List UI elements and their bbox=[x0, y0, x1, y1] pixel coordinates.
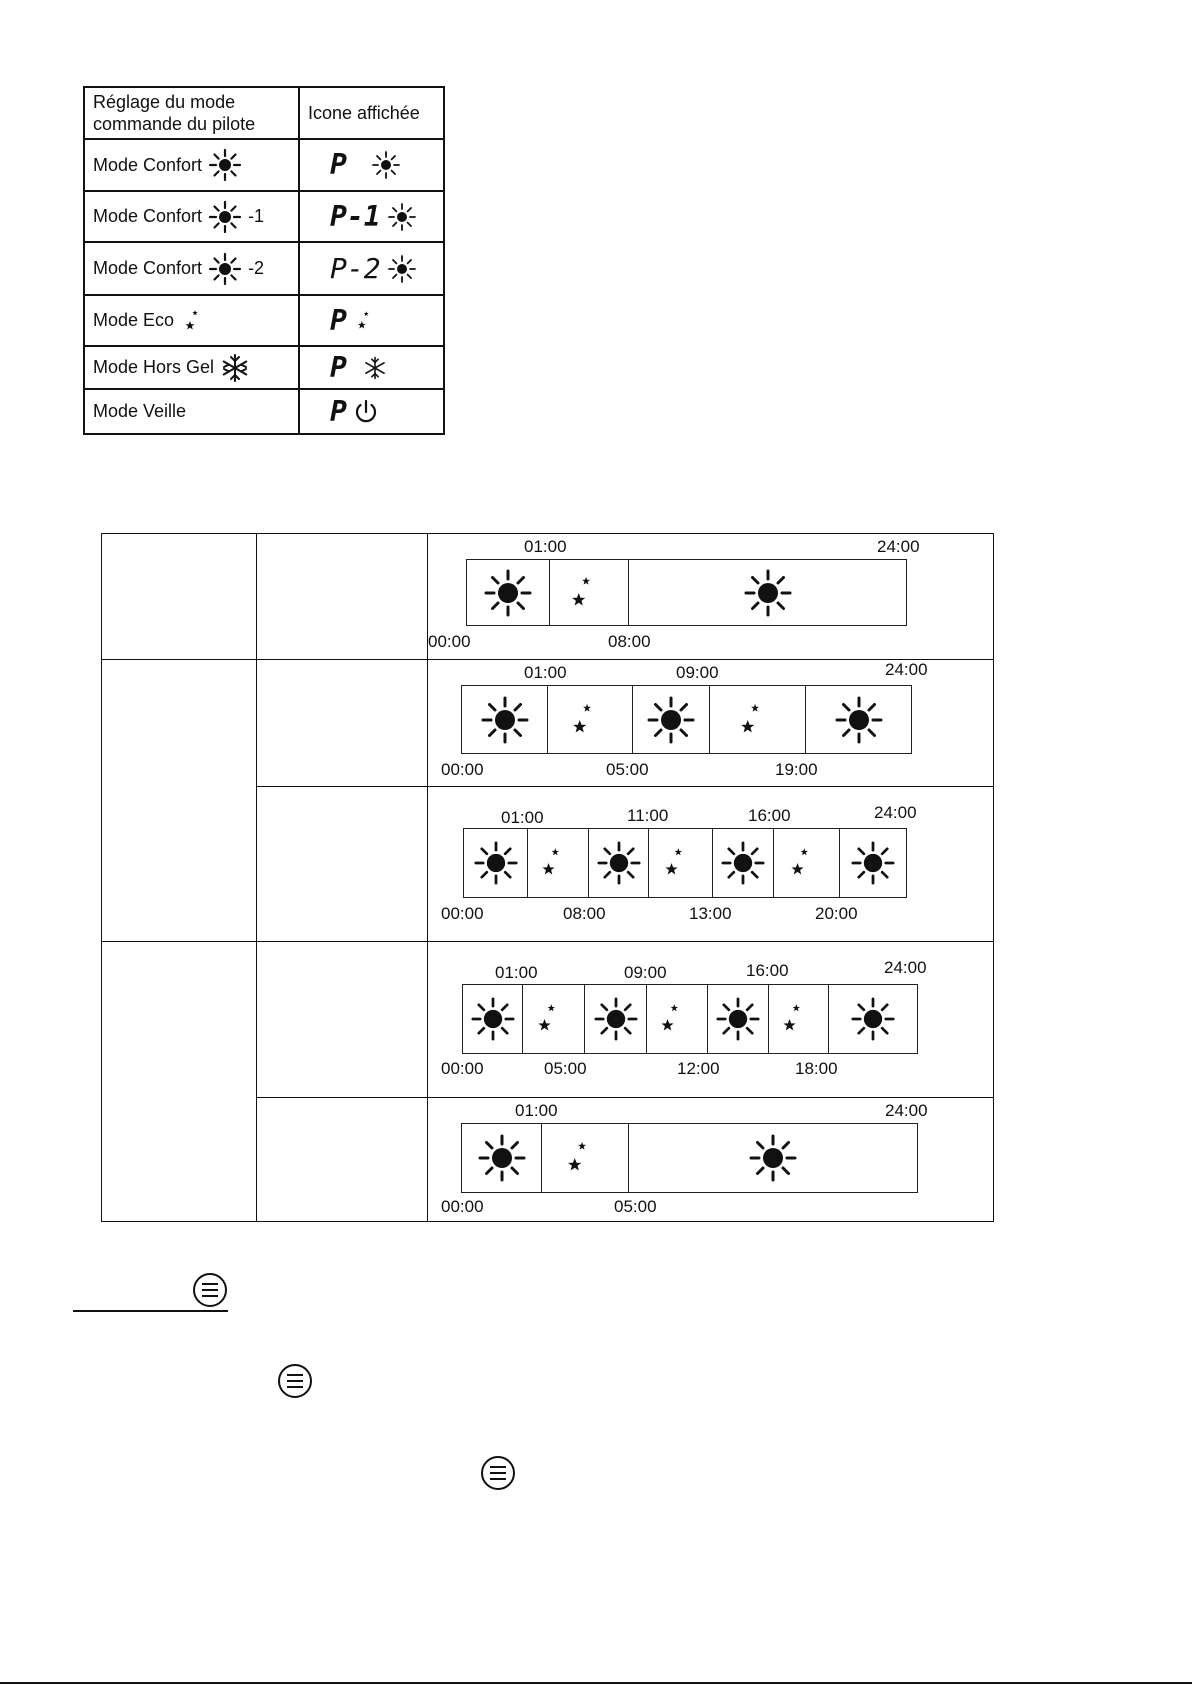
header-col-icon: Icone affichée bbox=[299, 87, 444, 139]
time-label-top: 11:00 bbox=[627, 806, 669, 825]
time-label-top: 24:00 bbox=[877, 537, 920, 556]
mode-suffix: -2 bbox=[248, 258, 265, 278]
schedule-cell bbox=[428, 534, 994, 659]
schedule-segment-comfort bbox=[633, 686, 710, 753]
sun-icon bbox=[478, 1134, 526, 1182]
time-label-bottom: 12:00 bbox=[677, 1059, 720, 1078]
menu-circle-icon[interactable] bbox=[277, 1363, 313, 1399]
time-label-top: 01:00 bbox=[524, 663, 567, 682]
sun-icon bbox=[721, 841, 765, 885]
time-label-bottom: 00:00 bbox=[441, 904, 484, 923]
time-label-bottom: 05:00 bbox=[614, 1197, 657, 1216]
mode-label: Mode Confort bbox=[93, 206, 203, 226]
sun-icon bbox=[371, 150, 401, 180]
mode-label: Mode Confort bbox=[93, 154, 203, 175]
time-label-bottom: 00:00 bbox=[441, 760, 484, 779]
sun-icon bbox=[481, 696, 529, 744]
schedule-bar bbox=[462, 984, 918, 1054]
moon-star-icon bbox=[564, 568, 614, 618]
mode-label: Mode Eco bbox=[93, 310, 175, 330]
menu-circle-icon[interactable] bbox=[192, 1272, 228, 1308]
table-row bbox=[84, 242, 444, 295]
moon-star-icon bbox=[784, 840, 830, 886]
time-label-bottom: 18:00 bbox=[795, 1059, 838, 1078]
schedule-cell bbox=[428, 787, 994, 941]
sun-icon bbox=[716, 997, 760, 1041]
display-code: P-1 bbox=[330, 199, 381, 233]
schedule-segment-eco bbox=[528, 829, 589, 897]
schedule-segment-eco bbox=[769, 985, 829, 1053]
sun-icon bbox=[749, 1134, 797, 1182]
display-code: P bbox=[330, 303, 347, 337]
sun-icon bbox=[387, 254, 417, 284]
mode-label: Mode Confort bbox=[93, 258, 203, 278]
time-label-bottom: 19:00 bbox=[775, 760, 818, 779]
time-label-bottom: 05:00 bbox=[606, 760, 649, 779]
schedule-segment-comfort bbox=[840, 829, 906, 897]
moon-star-icon bbox=[733, 695, 783, 745]
display-code: P bbox=[330, 350, 347, 384]
time-label-top: 24:00 bbox=[885, 1101, 928, 1120]
moon-star-icon bbox=[654, 996, 700, 1042]
schedule-bar bbox=[461, 685, 912, 754]
display-code: P-2 bbox=[330, 251, 381, 285]
sun-icon bbox=[597, 841, 641, 885]
time-label-top: 24:00 bbox=[884, 958, 927, 977]
schedule-segment-comfort bbox=[629, 1124, 917, 1192]
schedule-segment-comfort bbox=[464, 829, 528, 897]
mode-label: Mode Veille bbox=[93, 401, 187, 421]
moon-star-icon bbox=[535, 840, 581, 886]
moon-star-icon bbox=[776, 996, 822, 1042]
time-label-top: 01:00 bbox=[524, 537, 567, 556]
schedule-segment-comfort bbox=[629, 560, 906, 625]
time-label-bottom: 05:00 bbox=[544, 1059, 587, 1078]
sun-icon bbox=[851, 997, 895, 1041]
table-row bbox=[84, 346, 444, 389]
menu-circle-icon[interactable] bbox=[480, 1455, 516, 1491]
time-label-top: 16:00 bbox=[748, 806, 791, 825]
sun-icon bbox=[647, 696, 695, 744]
schedule-segment-comfort bbox=[589, 829, 649, 897]
mode-suffix: -1 bbox=[248, 206, 265, 226]
mode-table bbox=[83, 86, 445, 435]
sun-icon bbox=[471, 997, 515, 1041]
table-row bbox=[84, 139, 444, 191]
table-row bbox=[84, 191, 444, 242]
display-code: P bbox=[330, 148, 347, 181]
header-col-setting: Réglage du mode commande du pilote bbox=[84, 87, 299, 139]
sun-icon bbox=[851, 841, 895, 885]
time-label-bottom: 00:00 bbox=[441, 1059, 484, 1078]
schedule-segment-comfort bbox=[829, 985, 917, 1053]
table-row bbox=[84, 295, 444, 346]
schedule-segment-eco bbox=[774, 829, 840, 897]
time-label-top: 16:00 bbox=[746, 961, 789, 980]
sun-icon bbox=[484, 569, 532, 617]
time-label-bottom: 08:00 bbox=[563, 904, 606, 923]
time-label-top: 24:00 bbox=[885, 660, 928, 679]
display-code: P bbox=[330, 394, 347, 428]
schedule-segment-eco bbox=[710, 686, 806, 753]
moon-star-icon bbox=[353, 306, 383, 336]
time-label-top: 09:00 bbox=[624, 963, 667, 982]
schedule-segment-comfort bbox=[463, 985, 523, 1053]
sun-icon bbox=[208, 252, 242, 286]
schedule-segment-comfort bbox=[467, 560, 550, 625]
time-label-bottom: 00:00 bbox=[441, 1197, 484, 1216]
time-label-bottom: 13:00 bbox=[689, 904, 732, 923]
moon-star-icon bbox=[565, 695, 615, 745]
schedule-segment-comfort bbox=[708, 985, 769, 1053]
time-label-top: 01:00 bbox=[501, 808, 544, 827]
schedule-segment-eco bbox=[647, 985, 708, 1053]
sun-icon bbox=[594, 997, 638, 1041]
schedule-segment-eco bbox=[649, 829, 713, 897]
sun-icon bbox=[744, 569, 792, 617]
schedule-segment-comfort bbox=[806, 686, 911, 753]
time-label-bottom: 20:00 bbox=[815, 904, 858, 923]
schedule-grid bbox=[101, 533, 994, 1222]
time-label-top: 01:00 bbox=[495, 963, 538, 982]
sun-icon bbox=[387, 202, 417, 232]
schedule-bar bbox=[463, 828, 907, 898]
power-icon bbox=[353, 399, 379, 425]
schedule-segment-eco bbox=[523, 985, 585, 1053]
schedule-bar bbox=[461, 1123, 918, 1193]
snowflake-icon bbox=[220, 353, 250, 383]
time-label-bottom: 00:00 bbox=[428, 632, 471, 651]
moon-star-icon bbox=[180, 304, 214, 338]
schedule-segment-comfort bbox=[462, 1124, 542, 1192]
schedule-cell bbox=[428, 1098, 994, 1222]
sun-icon bbox=[835, 696, 883, 744]
moon-star-icon bbox=[531, 996, 577, 1042]
page-footer-rule bbox=[0, 1682, 1192, 1684]
schedule-segment-comfort bbox=[713, 829, 774, 897]
moon-star-icon bbox=[658, 840, 704, 886]
schedule-segment-eco bbox=[542, 1124, 629, 1192]
schedule-segment-eco bbox=[550, 560, 629, 625]
time-label-top: 24:00 bbox=[874, 803, 917, 822]
table-row bbox=[84, 389, 444, 434]
sun-icon bbox=[208, 200, 242, 234]
schedule-cell bbox=[428, 660, 994, 786]
moon-star-icon bbox=[560, 1133, 610, 1183]
sun-icon bbox=[208, 148, 242, 182]
schedule-segment-comfort bbox=[585, 985, 647, 1053]
time-label-top: 01:00 bbox=[515, 1101, 558, 1120]
time-label-top: 09:00 bbox=[676, 663, 719, 682]
table-header-row bbox=[84, 87, 444, 139]
schedule-segment-eco bbox=[548, 686, 633, 753]
mode-label: Mode Hors Gel bbox=[93, 357, 215, 377]
menu-section-heading bbox=[73, 1272, 228, 1312]
sun-icon bbox=[474, 841, 518, 885]
schedule-cell bbox=[428, 942, 994, 1097]
schedule-bar bbox=[466, 559, 907, 626]
time-label-bottom: 08:00 bbox=[608, 632, 651, 651]
schedule-segment-comfort bbox=[462, 686, 548, 753]
snowflake-icon bbox=[363, 356, 387, 380]
